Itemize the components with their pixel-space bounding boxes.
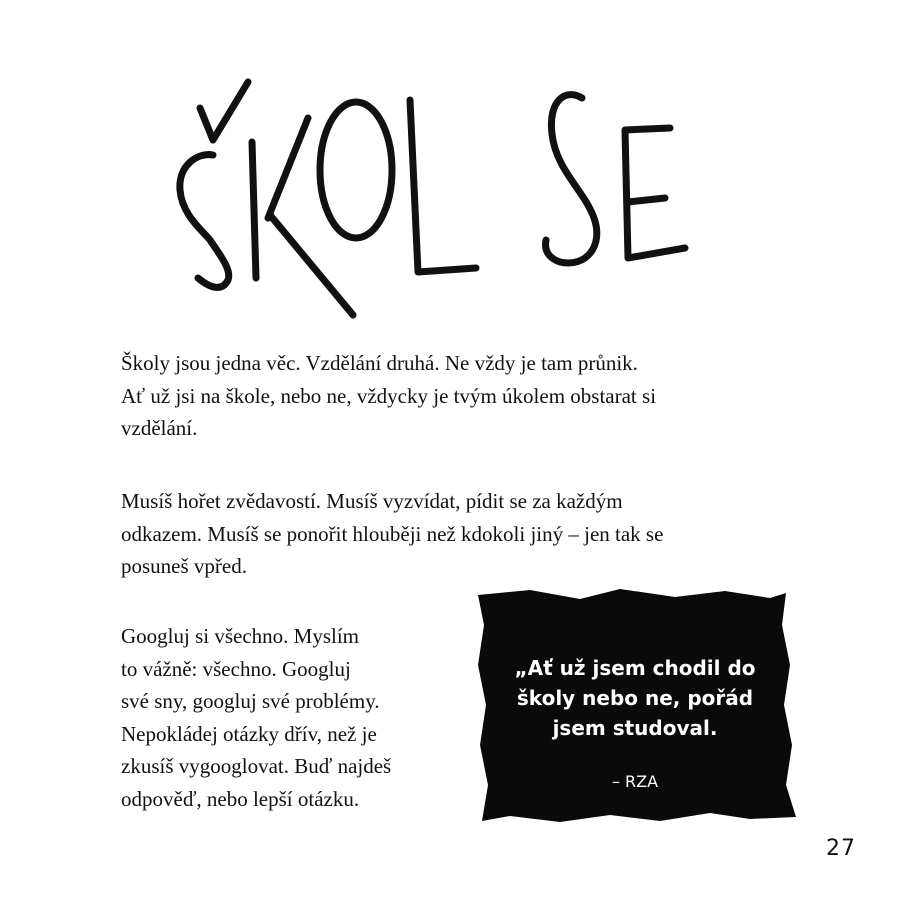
title-letter-e-spine: [625, 128, 685, 258]
paragraph-intro: [121, 347, 656, 445]
quote-line: „Ať už jsem chodil do: [514, 656, 756, 680]
paragraph-line: to vážně: všechno. Googluj: [121, 656, 351, 681]
title-letter-k-arm: [268, 118, 308, 218]
paragraph-line: své sny, googluj své problémy.: [121, 689, 380, 713]
quote-text: [480, 653, 790, 743]
title-letter-l: [410, 100, 476, 272]
paragraph-google: [121, 620, 391, 815]
paragraph-line: zkusíš vygooglovat. Buď najdeš: [121, 754, 392, 778]
quote-line: jsem studoval.: [552, 716, 718, 740]
paragraph-line: Googluj si všechno. Myslím: [121, 624, 360, 648]
title-letter-e-middle: [628, 198, 665, 202]
title-letter-k-stem: [252, 142, 256, 278]
paragraph-line: Nepokládej otázky dřív, než je: [121, 721, 377, 746]
quote-line: školy nebo ne, pořád: [516, 686, 754, 710]
paragraph-line: odkazem. Musíš se ponořit hlouběji než kdokoli jiný – jen tak se: [121, 521, 664, 546]
title-letter-o: [320, 102, 392, 238]
paragraph-line: Ať už jsi na škole, nebo ne, vždycky je tvým úkolem obstarat si: [121, 383, 657, 408]
title-caron: [200, 82, 248, 140]
paragraph-line: odpověď, nebo lepší otázku.: [121, 786, 360, 811]
handwritten-title-art: [120, 60, 720, 340]
quote-box: [470, 585, 800, 825]
page-title: [0, 21, 1, 22]
paragraph-curiosity: [121, 485, 663, 583]
paragraph-line: posuneš vpřed.: [121, 554, 247, 578]
quote-author: – RZA: [611, 772, 659, 791]
paragraph-line: Musíš hořet zvědavostí. Musíš vyzvídat, pídit se za každým: [121, 489, 623, 513]
title-letter-s1: [180, 155, 229, 288]
paragraph-line: vzdělání.: [121, 416, 198, 440]
page-number: 27: [826, 836, 856, 861]
title-letter-s2: [546, 95, 597, 263]
paragraph-line: Školy jsou jedna věc. Vzdělání druhá. Ne vždy je tam průnik.: [121, 351, 638, 375]
